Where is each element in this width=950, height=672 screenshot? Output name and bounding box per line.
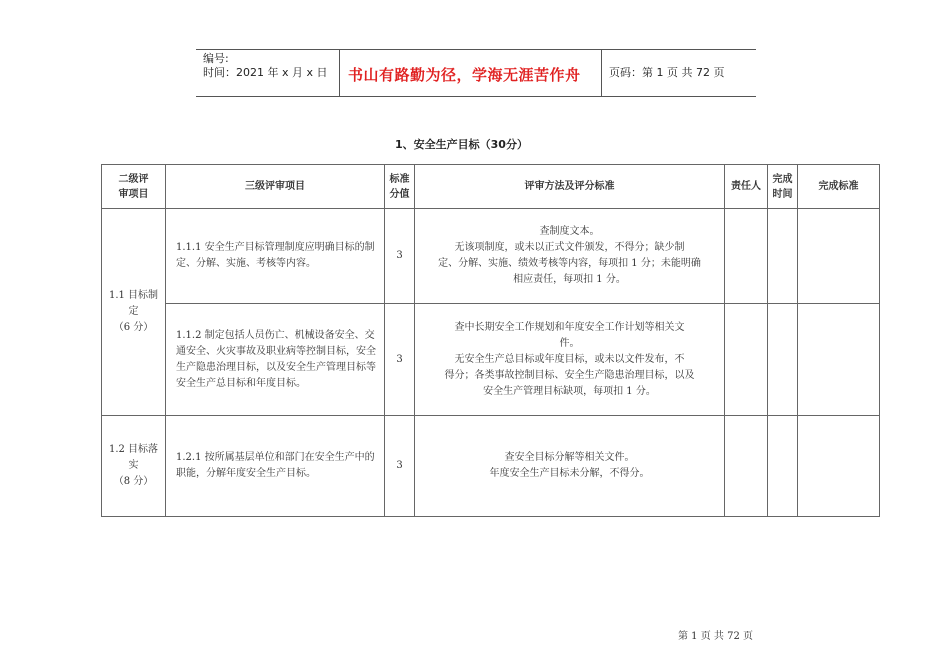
level2-cell-1-2 [102, 416, 166, 517]
method-1-1-1-line4: 相应责任，每项扣 1 分。 [513, 274, 626, 285]
item-1-1-2-text: 1.1.2 制定包括人员伤亡、机械设备安全、交通安全、火灾事故及职业病等控制目标，安全生产隐患治理目标，以及安全生产管理目标等安全生产总目标和年度目标。 [176, 329, 376, 389]
header-time-line1: 完成 [772, 173, 793, 185]
time-1-2-1 [768, 416, 798, 517]
item-1-1-1 [166, 209, 385, 304]
level2-cell-1-1 [102, 209, 166, 416]
method-1-2-1-line1: 查安全目标分解等相关文件。 [504, 452, 635, 463]
method-1-2-1-line2: 年度安全生产目标未分解，不得分。 [489, 468, 650, 479]
standard-1-1-2 [798, 304, 880, 416]
owner-1-1-2 [725, 304, 768, 416]
standard-1-1-1 [798, 209, 880, 304]
header-standard: 完成标准 [798, 165, 880, 209]
method-1-1-1 [415, 209, 725, 304]
section-title: 1、安全生产目标（30分） [395, 138, 528, 151]
method-1-1-2-line2: 件。 [559, 337, 580, 349]
method-1-1-2-line3: 无安全生产总目标或年度目标，或未以文件发布，不 [454, 353, 685, 365]
level2-1-2-line1: 1.2 目标落 [108, 444, 159, 455]
header-divider-left [339, 50, 340, 96]
header-page-label: 页码：第 1 页 共 72 页 [609, 66, 725, 79]
level2-1-2-line2: 实 [128, 460, 139, 471]
header-score-line1: 标准 [389, 173, 410, 185]
method-1-1-2 [415, 304, 725, 416]
header-divider-right [601, 50, 602, 96]
header-bottom-rule [196, 96, 756, 97]
method-1-1-2-line4: 得分；各类事故控制目标、安全生产隐患治理目标，以及 [444, 369, 695, 381]
method-1-2-1 [415, 416, 725, 517]
method-1-1-2-line1: 查中长期安全工作规划和年度安全工作计划等相关文 [454, 321, 685, 333]
item-1-1-2 [166, 304, 385, 416]
header-top-rule [196, 49, 756, 50]
table-row [102, 209, 880, 304]
header-level2-line2: 审项目 [118, 188, 149, 200]
method-1-1-1-line3: 定、分解、实施、绩效考核等内容，每项扣 1 分；未能明确 [438, 258, 701, 269]
table-row [102, 416, 880, 517]
header-level2-line1: 二级评 [118, 173, 149, 185]
level2-1-2-line3: （8 分） [113, 476, 154, 487]
score-1-2-1: 3 [385, 416, 415, 517]
document-time-label: 时间：2021 年 x 月 x 日 [203, 66, 328, 79]
page-footer: 第 1 页 共 72 页 [678, 631, 753, 642]
time-1-1-1 [768, 209, 798, 304]
time-1-1-2 [768, 304, 798, 416]
level2-1-1-line3: （6 分） [113, 322, 154, 333]
method-1-1-1-line2: 无该项制度，或未以正式文件颁发，不得分；缺少制 [454, 242, 685, 253]
score-1-1-1: 3 [385, 209, 415, 304]
assessment-table [101, 164, 880, 517]
header-method: 评审方法及评分标准 [415, 165, 725, 209]
header-level2 [102, 165, 166, 209]
header-time [768, 165, 798, 209]
header-score [385, 165, 415, 209]
method-1-1-2-line5: 安全生产管理目标缺项，每项扣 1 分。 [483, 385, 656, 397]
level2-1-1-line1: 1.1 目标制 [108, 290, 159, 301]
method-1-1-1-line1: 查制度文本。 [539, 226, 600, 237]
header-time-line2: 时间 [772, 188, 793, 200]
standard-1-2-1 [798, 416, 880, 517]
score-1-1-2: 3 [385, 304, 415, 416]
item-1-2-1-text: 1.2.1 按所属基层单位和部门在安全生产中的职能，分解年度安全生产目标。 [176, 452, 375, 479]
header-motto: 书山有路勤为径，学海无涯苦作舟 [348, 66, 581, 84]
level2-1-1-line2: 定 [128, 306, 139, 317]
table-row [102, 304, 880, 416]
owner-1-1-1 [725, 209, 768, 304]
item-1-2-1 [166, 416, 385, 517]
header-level3: 三级评审项目 [166, 165, 385, 209]
document-number-label: 编号: [203, 52, 229, 65]
table-header-row [102, 165, 880, 209]
owner-1-2-1 [725, 416, 768, 517]
header-owner: 责任人 [725, 165, 768, 209]
item-1-1-1-text: 1.1.1 安全生产目标管理制度应明确目标的制定、分解、实施、考核等内容。 [176, 242, 375, 269]
header-score-line2: 分值 [389, 188, 410, 200]
